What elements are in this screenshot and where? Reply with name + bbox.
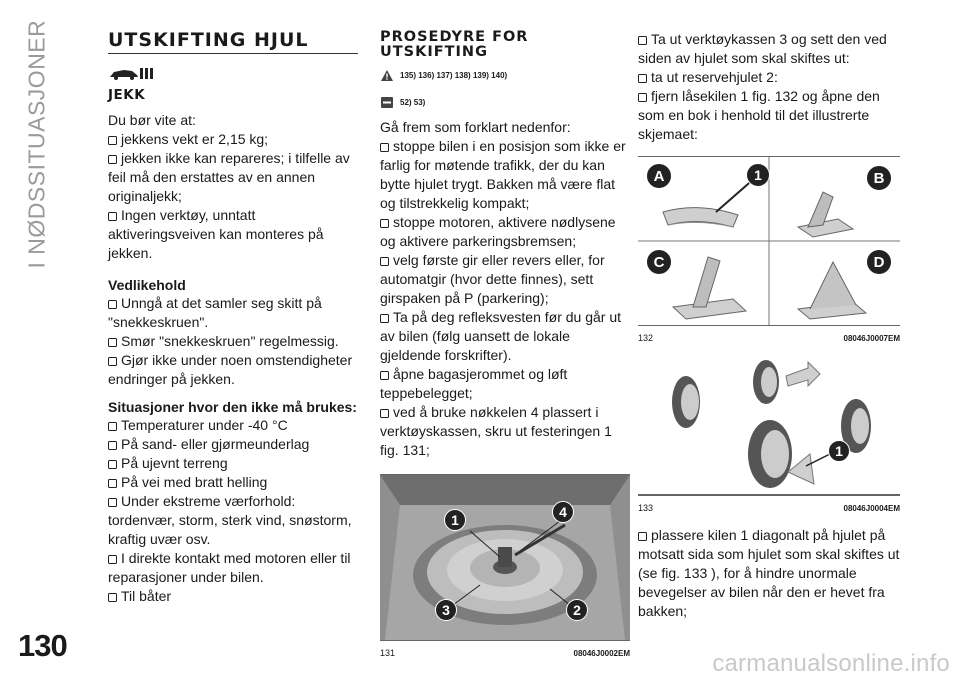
maintenance-heading: Vedlikehold — [108, 277, 186, 293]
column-3 — [638, 30, 900, 621]
trunk-spare-wheel-illustration — [380, 475, 630, 640]
procedure-title-line2: UTSKIFTING — [380, 44, 488, 60]
intro-text: Du bør vite at: — [108, 112, 196, 128]
figure-label: A — [646, 163, 672, 189]
list-item: Gjør ikke under noen omstendigheter endringer på jekken. — [108, 351, 358, 389]
procedure-intro: Gå frem som forklart nedenfor: — [380, 119, 571, 135]
wheel-chock-folding-diagram — [638, 157, 900, 325]
caution-icon — [380, 96, 394, 109]
list-item: Til båter — [108, 587, 358, 606]
list-item: jekkens vekt er 2,15 kg; — [108, 130, 358, 149]
list-item: På vei med bratt helling — [108, 473, 358, 492]
watermark: carmanualsonline.info — [712, 650, 950, 677]
figure-callout: 4 — [552, 501, 574, 523]
section-title: UTSKIFTING HJUL — [108, 29, 309, 51]
title-rule — [108, 53, 358, 54]
figure-131-caption — [380, 641, 630, 663]
figure-number: 131 — [380, 648, 396, 658]
figure-code: 08046J0007EM — [843, 334, 900, 343]
figure-callout: 2 — [566, 599, 588, 621]
figure-callout: 1 — [444, 509, 466, 531]
list-item: stoppe motoren, aktivere nødlysene og aktivere parkeringsbremsen; — [380, 213, 630, 251]
chapter-side-tab — [23, 19, 50, 270]
list-item: Under ekstreme værforhold: tordenvær, storm, sterk vind, snøstorm, kraftig uvær osv. — [108, 492, 358, 549]
figure-131 — [380, 474, 630, 641]
car-variant-icon — [108, 64, 358, 82]
list-item: Smør "snekkeskruen" regelmessig. — [108, 332, 358, 351]
figure-132-caption — [638, 326, 900, 348]
list-item: Temperaturer under -40 °C — [108, 416, 358, 435]
list-item: I direkte kontakt med motoren eller til reparasjoner under bilen. — [108, 549, 358, 587]
list-item: jekken ikke kan repareres; i tilfelle av feil må den erstattes av en annen originaljekk; — [108, 149, 358, 206]
figure-label: B — [866, 165, 892, 191]
list-item: stoppe bilen i en posisjon som ikke er farlig for møtende trafikk, der du kan bytte hjulet trygt. Bakken må være flat og tilstrekkelig kompakt; — [380, 137, 630, 213]
list-item: På sand- eller gjørmeunderlag — [108, 435, 358, 454]
warning-refs-1 — [380, 66, 630, 85]
list-item: ta ut reservehjulet 2: — [638, 68, 900, 87]
chapter-side-tab-label: I NØDSSITUASJONER — [23, 19, 50, 269]
page-number: 130 — [18, 628, 67, 663]
figure-133 — [638, 354, 900, 495]
list-item: plassere kilen 1 diagonalt på hjulet på motsatt sida som hjulet som skal skiftes ut (se fig. 133 ), for å hindre unormale bevegelser av bilen når den er hevet fra bakken; — [638, 527, 900, 619]
list-item: ved å bruke nøkkelen 4 plassert i verktøyskassen, skru ut festeringen 1 fig. 131; — [380, 403, 630, 460]
column-1 — [108, 30, 358, 606]
figure-133-caption — [638, 495, 900, 518]
list-item: fjern låsekilen 1 fig. 132 og åpne den som en bok i henhold til det illustrerte skjemaet: — [638, 87, 900, 144]
list-item: åpne bagasjerommet og løft teppebelegget; — [380, 365, 630, 403]
figure-code: 08046J0004EM — [843, 504, 900, 513]
figure-callout: 1 — [746, 163, 770, 187]
figure-callout: 3 — [435, 599, 457, 621]
list-item: Ingen verktøy, unntatt aktiveringsveiven kan monteres på jekken. — [108, 206, 358, 263]
list-item: Unngå at det samler seg skitt på "snekkeskruen". — [108, 294, 358, 332]
figure-label: C — [646, 249, 672, 275]
figure-label: D — [866, 249, 892, 275]
column-2 — [380, 30, 630, 663]
warning-refs-2 — [380, 93, 630, 112]
procedure-title-line1: PROSEDYRE FOR — [380, 29, 529, 45]
list-item: På ujevnt terreng — [108, 454, 358, 473]
figure-callout: 1 — [828, 440, 850, 462]
figure-code: 08046J0002EM — [573, 649, 630, 658]
car-silhouette-icon — [108, 65, 154, 81]
subsection-jack: JEKK — [108, 87, 146, 103]
warning-triangle-icon — [380, 69, 394, 82]
list-item: velg første gir eller revers eller, for automatgir (hvor dette finnes), sett girspaken på P (parkering); — [380, 251, 630, 308]
list-item: Ta ut verktøykassen 3 og sett den ved siden av hjulet som skal skiftes ut: — [638, 30, 900, 68]
figure-number: 133 — [638, 503, 654, 513]
wheel-chock-placement-illustration — [638, 354, 900, 494]
warning-refs-text: 135) 136) 137) 138) 139) 140) — [400, 71, 508, 80]
list-item: Ta på deg refleksvesten før du går ut av bilen (følg uansett de lokale gjeldende forskrifter). — [380, 308, 630, 365]
figure-number: 132 — [638, 333, 654, 343]
situations-heading: Situasjoner hvor den ikke må brukes: — [108, 399, 357, 415]
caution-refs-text: 52) 53) — [400, 98, 426, 107]
figure-132 — [638, 156, 900, 326]
